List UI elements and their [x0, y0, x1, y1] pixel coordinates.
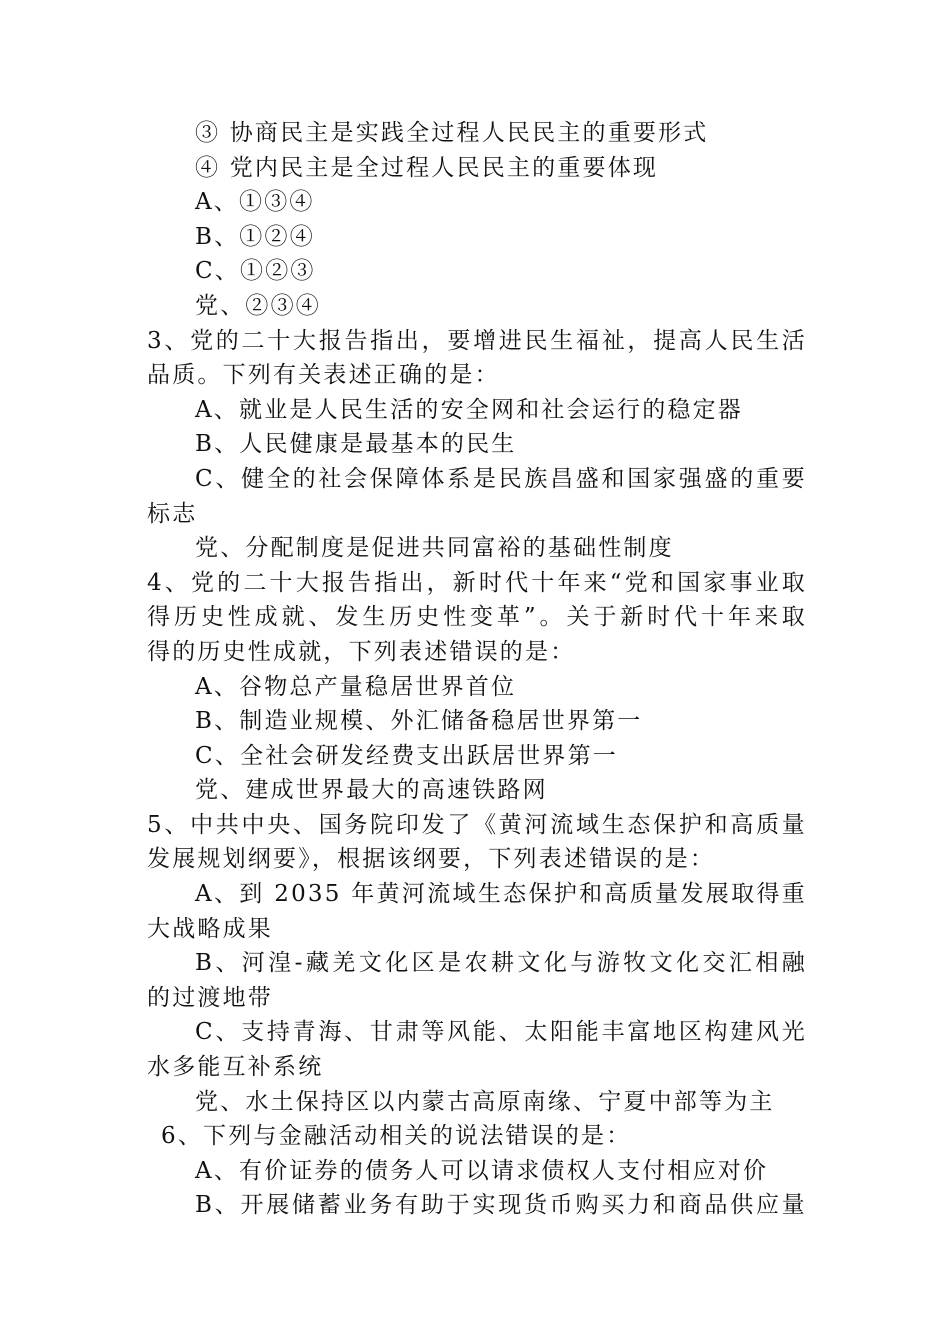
- q6-choice-b: B、开展储蓄业务有助于实现货币购买力和商品供应量: [195, 1192, 807, 1219]
- q5-choice-c-line-1: C、支持青海、甘肃等风能、太阳能丰富地区构建风光: [195, 1019, 807, 1046]
- question-5-line-2: 发展规划纲要》，根据该纲要，下列表述错误的是：: [147, 846, 716, 873]
- choice-b: B、①②④: [195, 223, 315, 250]
- q3-choice-d: 党、分配制度是促进共同富裕的基础性制度: [195, 535, 674, 562]
- q5-choice-a-line-2: 大战略成果: [147, 915, 273, 942]
- q4-choice-d: 党、建成世界最大的高速铁路网: [195, 777, 548, 804]
- q5-choice-d: 党、水土保持区以内蒙古高原南缘、宁夏中部等为主: [195, 1088, 775, 1115]
- q5-choice-b-line-2: 的过渡地带: [147, 984, 273, 1011]
- q4-choice-b: B、制造业规模、外汇储备稳居世界第一: [195, 708, 643, 735]
- question-3-line-2: 品质。下列有关表述正确的是：: [147, 362, 500, 389]
- q4-choice-a: A、谷物总产量稳居世界首位: [195, 673, 517, 700]
- choice-a: A、①③④: [195, 189, 315, 216]
- question-3-line-1: 3、党的二十大报告指出，要增进民生福祉，提高人民生活: [147, 327, 807, 354]
- q4-choice-c: C、全社会研发经费支出跃居世界第一: [195, 742, 618, 769]
- choice-c: C、①②③: [195, 258, 316, 285]
- q5-choice-a-line-1: A、到 2035 年黄河流域生态保护和高质量发展取得重: [195, 881, 807, 908]
- document-body: [147, 116, 807, 1223]
- question-4-line-2: 得历史性成就、发生历史性变革”。关于新时代十年来取: [147, 604, 807, 631]
- q3-choice-c-line-1: C、健全的社会保障体系是民族昌盛和国家强盛的重要: [195, 465, 807, 492]
- choice-d: 党、②③④: [195, 292, 321, 319]
- question-6-line-1: 6、下列与金融活动相关的说法错误的是：: [161, 1123, 632, 1150]
- q3-choice-a: A、就业是人民生活的安全网和社会运行的稳定器: [195, 396, 744, 423]
- q5-choice-b-line-1: B、河湟-藏羌文化区是农耕文化与游牧文化交汇相融: [195, 950, 807, 977]
- question-5-line-1: 5、中共中央、国务院印发了《黄河流域生态保护和高质量: [147, 811, 807, 838]
- q3-choice-b: B、人民健康是最基本的民生: [195, 431, 517, 458]
- question-4-line-1: 4、党的二十大报告指出，新时代十年来“党和国家事业取: [147, 569, 807, 596]
- option-line-4: ④ 党内民主是全过程人民民主的重要体现: [195, 154, 659, 181]
- question-4-line-3: 得的历史性成就，下列表述错误的是：: [147, 638, 576, 665]
- option-line-3: ③ 协商民主是实践全过程人民民主的重要形式: [195, 120, 709, 146]
- q6-choice-a: A、有价证券的债务人可以请求债权人支付相应对价: [195, 1157, 769, 1184]
- q5-choice-c-line-2: 水多能互补系统: [147, 1054, 324, 1081]
- q3-choice-c-line-2: 标志: [147, 500, 198, 527]
